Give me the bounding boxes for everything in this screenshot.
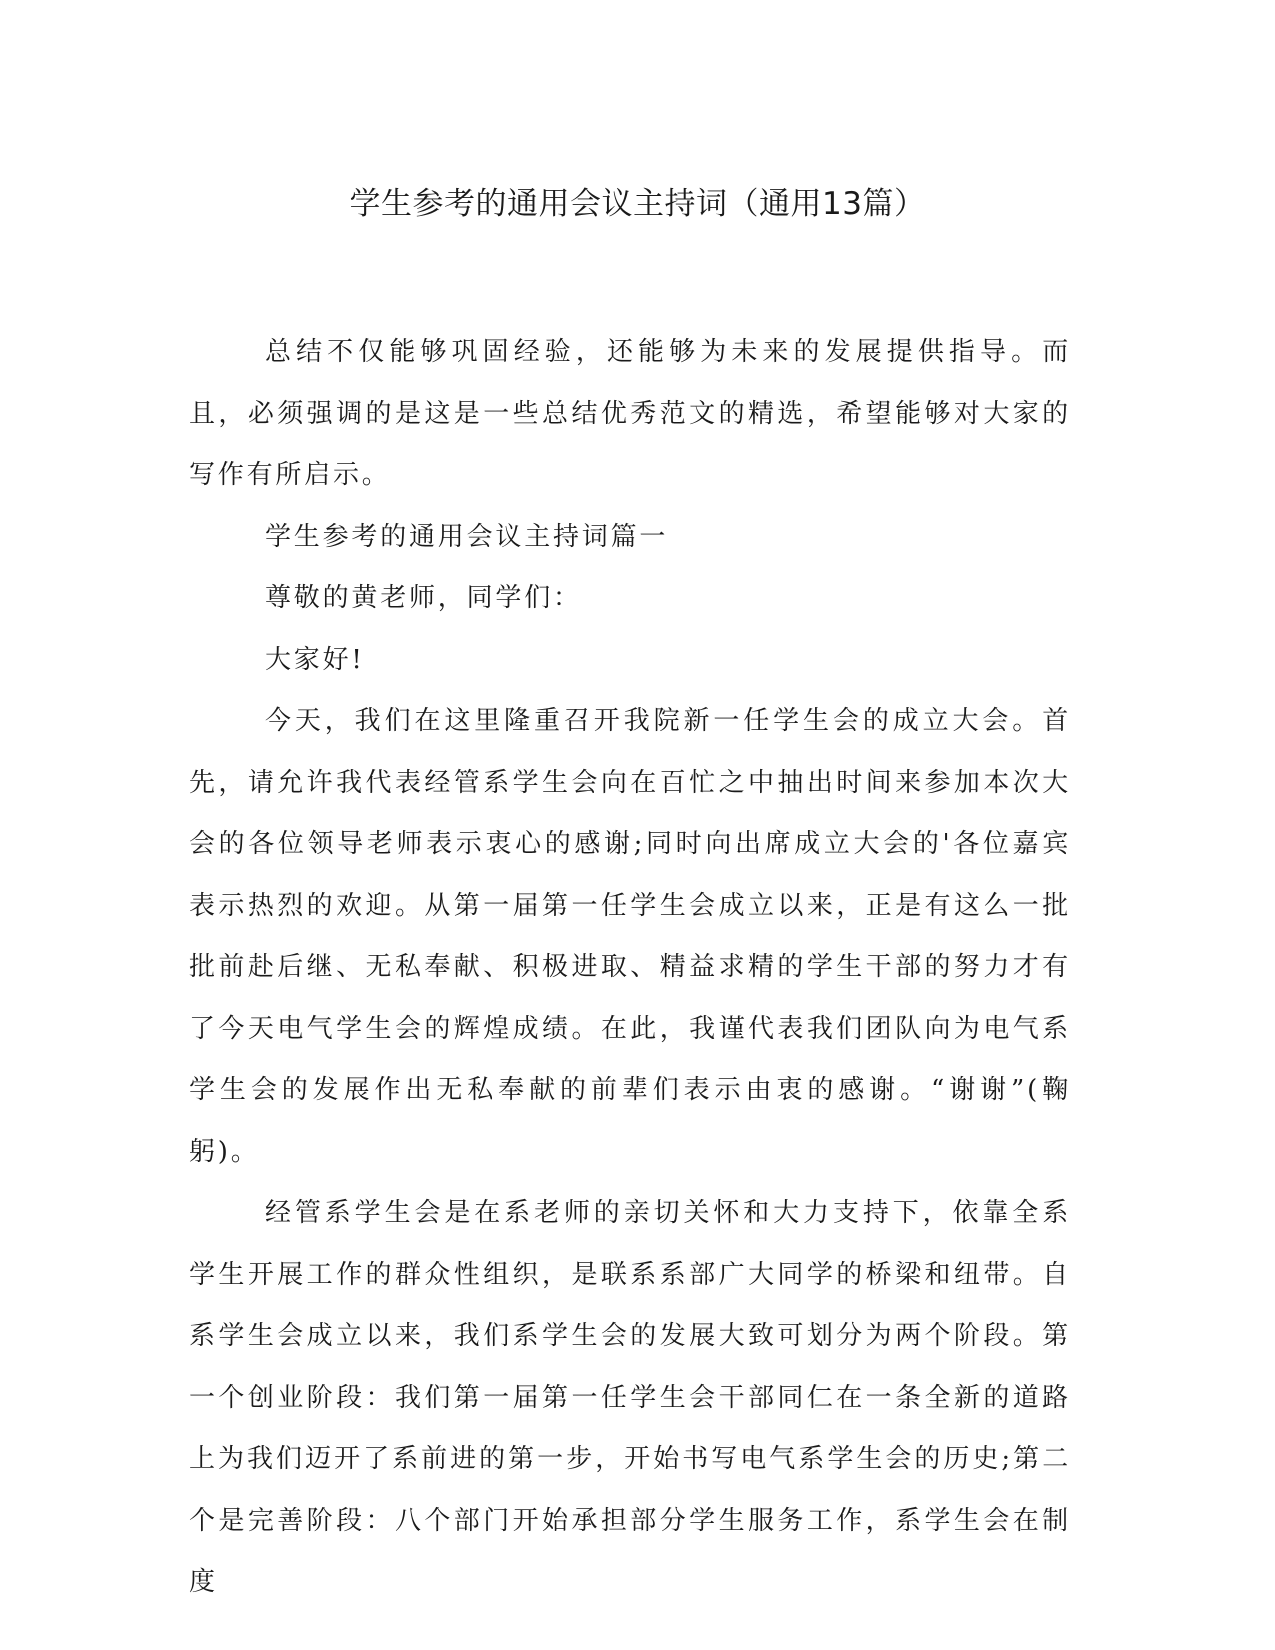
- body-paragraph: 经管系学生会是在系老师的亲切关怀和大力支持下，依靠全系学生开展工作的群众性组织，是联系系部广大同学的桥梁和纽带。自系学生会成立以来，我们系学生会的发展大致可划分为两个阶段。第一个创业阶段：我们第一届第一任学生会干部同仁在一条全新的道路上为我们迈开了系前进的第一步，开始书写电气系学生会的历史;第二个是完善阶段：八个部门开始承担部分学生服务工作，系学生会在制度: [189, 1198, 1071, 1597]
- document-body: [189, 322, 1071, 1614]
- section-heading: 学生参考的通用会议主持词篇一: [265, 521, 669, 552]
- greeting: 大家好!: [265, 644, 365, 675]
- body-paragraph: 今天，我们在这里隆重召开我院新一任学生会的成立大会。首先，请允许我代表经管系学生会向在百忙之中抽出时间来参加本次大会的各位领导老师表示衷心的感谢;同时向出席成立大会的'各位嘉宾表示热烈的欢迎。从第一届第一任学生会成立以来，正是有这么一批批前赴后继、无私奉献、积极进取、精益求精的学生干部的努力才有了今天电气学生会的辉煌成绩。在此，我谨代表我们团队向为电气系学生会的发展作出无私奉献的前辈们表示由衷的感谢。“谢谢”(鞠躬)。: [189, 706, 1071, 1167]
- intro-paragraph: 总结不仅能够巩固经验，还能够为未来的发展提供指导。而且，必须强调的是这是一些总结优秀范文的精选，希望能够对大家的写作有所启示。: [189, 337, 1071, 490]
- document-title: 学生参考的通用会议主持词（通用13篇）: [349, 186, 926, 222]
- salutation: 尊敬的黄老师，同学们：: [265, 583, 582, 613]
